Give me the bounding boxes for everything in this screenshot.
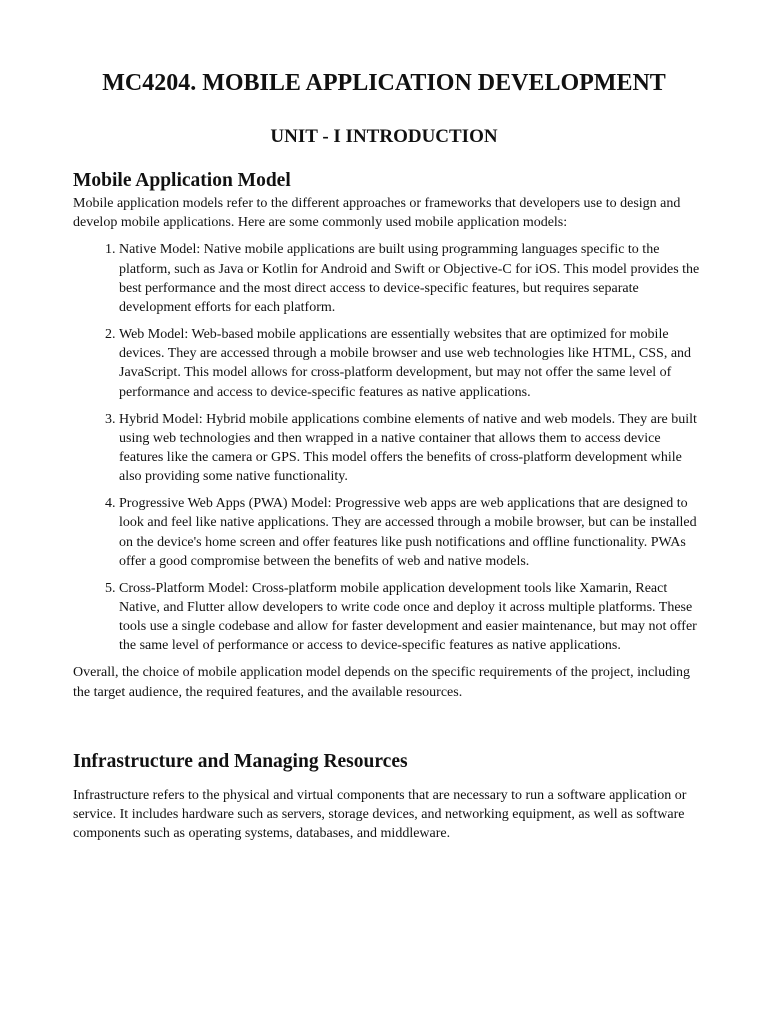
list-item-web-model: 2. Web Model: Web-based mobile applications are essentially websites that are optimized for mobile devices. They are accessed through a mobile browser and use web technologies like HTML, CSS, and JavaScript. This model allows for cross-platform development, but may not offer the same level of performance and access to device-specific features as native applications. (119, 325, 703, 402)
section-heading-infrastructure: Infrastructure and Managing Resources (73, 750, 408, 772)
list-item-pwa-model: 4. Progressive Web Apps (PWA) Model: Progressive web apps are web applications that are designed to look and feel like native applications. They are accessed through a mobile browser, but can be installed on the device's home screen and offer features like push notifications and offline functionality. PWAs offer a good compromise between the benefits of web and native models. (119, 494, 703, 571)
conclusion-paragraph: Overall, the choice of mobile application model depends on the specific requirements of the project, including the target audience, the required features, and the available resources. (73, 665, 690, 700)
unit-title: UNIT - I INTRODUCTION (270, 126, 498, 147)
section-heading-mobile-application-model: Mobile Application Model (73, 170, 291, 191)
list-item-cross-platform-model: 5. Cross-Platform Model: Cross-platform mobile application development tools like Xamarin, React Native, and Flutter allow developers to write code once and deploy it across multiple platforms. These tools use a single codebase and allow for faster development and easier maintenance, but may not offer the same level of performance or access to device-specific features as native applications. (119, 579, 703, 656)
infrastructure-paragraph: Infrastructure refers to the physical and virtual components that are necessary to run a software application or service. It includes hardware such as servers, storage devices, and networking equipment, as well as software components such as operating systems, databases, and middleware. (73, 787, 687, 842)
list-item-native-model: 1. Native Model: Native mobile applications are built using programming languages specific to the platform, such as Java or Kotlin for Android and Swift or Objective-C for iOS. This model provides the best performance and the most direct access to device-specific features, but requires separate development efforts for each platform. (119, 240, 703, 317)
document-body (73, 168, 703, 843)
list-item-hybrid-model: 3. Hybrid Model: Hybrid mobile applications combine elements of native and web models. They are built using web technologies and then wrapped in a native container that allows them to access device features like the camera or GPS. This model offers the benefits of cross-platform development while also providing some native functionality. (119, 410, 703, 487)
section-intro-paragraph: Mobile application models refer to the different approaches or frameworks that developers use to design and develop mobile applications. Here are some commonly used mobile application models: (73, 196, 681, 231)
document-title: MC4204. MOBILE APPLICATION DEVELOPMENT (102, 70, 666, 96)
models-list (73, 240, 703, 655)
